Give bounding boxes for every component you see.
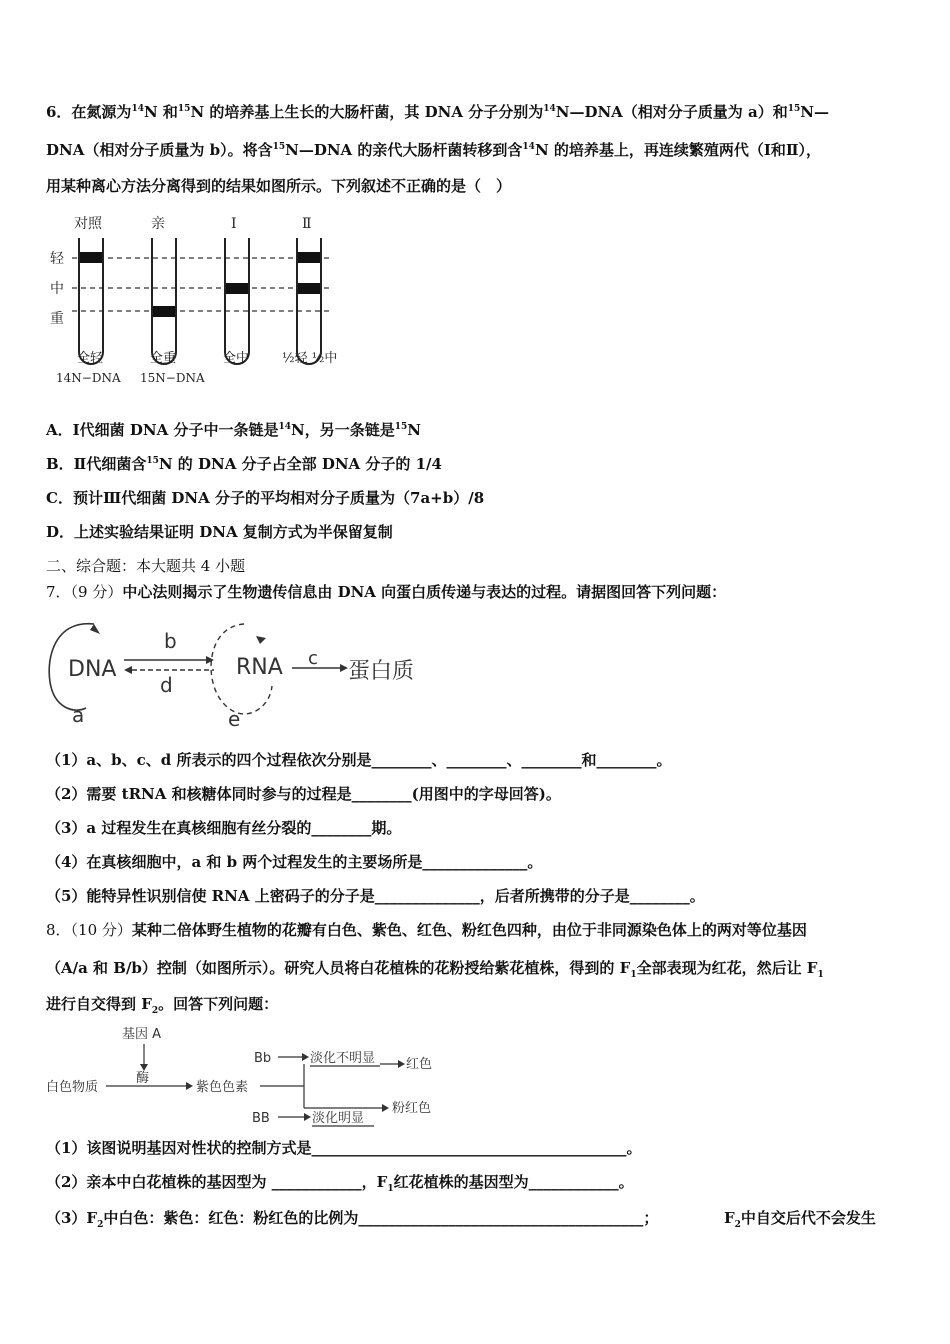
text: 某种二倍体野生植物的花瓣有白色、紫色、红色、粉红色四种，由位于非同源染色体上的两对等位基因: [131, 921, 807, 939]
band-parent-heavy: [153, 306, 175, 317]
translation-arrowhead: [340, 664, 348, 672]
reverse-transcription-arrowhead: [124, 666, 132, 674]
result-gen1: 全中: [223, 351, 250, 366]
text: 红花植株的基因型为____________。: [393, 1173, 634, 1191]
superscript: 14: [131, 104, 144, 114]
q8-part-2: [46, 1172, 634, 1192]
subscript: 1: [387, 1184, 394, 1194]
main-arrowhead: [186, 1082, 193, 1090]
label-a: a: [72, 703, 85, 727]
transcription-arrowhead: [206, 656, 214, 664]
red-arrowhead: [398, 1060, 405, 1068]
q6-option-a: [46, 420, 421, 440]
q7-part-2: （2）需要 tRNA 和核糖体同时参与的过程是________(用图中的字母回答)。: [46, 785, 561, 803]
superscript: 15: [787, 104, 801, 114]
strong-dilution: 淡化明显: [312, 1111, 365, 1126]
question-number: 7．: [46, 583, 71, 601]
label-heavy: 重: [50, 311, 64, 327]
text: N—DNA（相对分子质量为 a）和: [555, 103, 788, 121]
genotype-bb-het: Bb: [254, 1051, 272, 1066]
q6-line-3: 用某种离心方法分离得到的结果如图所示。下列叙述不正确的是（ ）: [46, 177, 512, 195]
text: 全部表现为红花，然后让 F: [636, 959, 818, 977]
text: （2）亲本中白花植株的基因型为 ____________，F: [46, 1173, 388, 1191]
protein-label: 蛋白质: [348, 659, 415, 684]
q8-line-3: [46, 994, 278, 1014]
points: （9 分）: [70, 583, 123, 601]
rna-replication-arrowhead: [256, 636, 266, 644]
text: （3）F: [46, 1209, 98, 1227]
text: N: [407, 421, 421, 439]
genotype-bb-hom: BB: [252, 1111, 270, 1126]
label-medium: 中: [50, 281, 64, 297]
result-parent: 全重: [150, 351, 177, 366]
text: 中白色：紫色：红色：粉红色的比例为______________________________________；: [103, 1209, 659, 1227]
q7-part-3: （3）a 过程发生在真核细胞有丝分裂的________期。: [46, 819, 402, 837]
dna-label: DNA: [68, 657, 117, 682]
subscript: 2: [151, 1006, 159, 1016]
result-control: 全轻: [77, 351, 104, 366]
subscript: 2: [734, 1220, 741, 1230]
text: N 的培养基上，再连续繁殖两代（Ⅰ和Ⅱ），: [534, 141, 822, 159]
red-color: 红色: [406, 1057, 433, 1072]
pink-color: 粉红色: [392, 1101, 432, 1116]
gene-a-label: 基因 A: [122, 1027, 162, 1042]
superscript: 14: [278, 422, 291, 432]
q7-part-1: （1）a、b、c、d 所表示的四个过程依次分别是________、________、________和________。: [46, 751, 672, 769]
purple-pigment: 紫色色素: [196, 1080, 249, 1095]
text: A．Ⅰ代细菌 DNA 分子中一条链是: [46, 421, 279, 439]
q7-intro: [46, 582, 726, 602]
central-dogma-figure: [46, 616, 446, 732]
tube-parent: [152, 238, 176, 364]
q7-part-4: （4）在真核细胞中，a 和 b 两个过程发生的主要场所是______________。: [46, 853, 543, 871]
centrifuge-figure: [44, 212, 364, 390]
q8-part-3: [46, 1208, 658, 1228]
result-gen2: ½轻 ½中: [282, 351, 338, 366]
text: N—: [800, 103, 829, 121]
band-gen2-light: [298, 252, 320, 263]
subscript: 2: [97, 1220, 104, 1230]
q6-line-1: [46, 102, 829, 122]
text: N—DNA 的亲代大肠杆菌转移到含: [285, 141, 523, 159]
text: 。回答下列问题：: [158, 995, 279, 1013]
q8-part-3-tail: [724, 1208, 876, 1228]
gene-arrowhead: [140, 1064, 148, 1071]
band-gen2-medium: [298, 283, 320, 294]
subscript: 1: [630, 970, 637, 980]
q8-line-2: [46, 958, 824, 978]
band-gen1-medium: [226, 283, 248, 294]
label-gen1: Ⅰ: [231, 216, 237, 232]
label-control: 对照: [74, 216, 102, 232]
superscript: 15: [394, 422, 408, 432]
label-e: e: [228, 707, 241, 731]
replication-arrowhead: [90, 624, 100, 634]
superscript: 15: [146, 456, 159, 466]
text: B．Ⅱ代细菌含: [46, 455, 147, 473]
text: N 的培养基上生长的大肠杆菌，其 DNA 分子分别为: [190, 103, 544, 121]
dna-label-14: 14N−DNA: [56, 371, 121, 385]
text: 进行自交得到 F: [46, 995, 152, 1013]
points: （10 分）: [70, 921, 132, 939]
rna-label: RNA: [236, 655, 283, 680]
label-parent: 亲: [151, 216, 165, 232]
pink-arrowhead: [382, 1104, 389, 1112]
label-c: c: [308, 648, 318, 669]
text: 中心法则揭示了生物遗传信息由 DNA 向蛋白质传递与表达的过程。请据图回答下列问题：: [122, 583, 727, 601]
label-light: 轻: [50, 251, 64, 267]
label-d: d: [160, 673, 173, 697]
question-number: 8．: [46, 921, 71, 939]
text: （A/a 和 B/b）控制（如图所示）。研究人员将白花植株的花粉授给紫花植株，得到的 F: [46, 959, 631, 977]
white-substance: 白色物质: [46, 1080, 99, 1095]
q6-option-c: C．预计Ⅲ代细菌 DNA 分子的平均相对分子质量为（7a+b）/8: [46, 489, 485, 507]
q6-line-2: [46, 140, 821, 160]
weak-dilution: 淡化不明显: [310, 1051, 376, 1066]
tube-gen1: [225, 238, 249, 364]
pigment-pathway-figure: [44, 1024, 464, 1128]
superscript: 14: [543, 104, 556, 114]
enzyme-label: 酶: [136, 1071, 150, 1086]
text: DNA（相对分子质量为 b）。将含: [46, 141, 273, 159]
q6-option-b: [46, 454, 442, 474]
superscript: 15: [272, 142, 286, 152]
q6-option-d: D．上述实验结果证明 DNA 复制方式为半保留复制: [46, 523, 393, 541]
text: F: [724, 1209, 735, 1227]
text: 中自交后代不会发生: [740, 1209, 876, 1227]
text: N 和: [143, 103, 178, 121]
section-heading: 二、综合题：本大题共 4 小题: [46, 557, 246, 575]
text: N 的 DNA 分子占全部 DNA 分子的 1/4: [158, 455, 442, 473]
label-b: b: [164, 629, 177, 653]
q8-line-1: [46, 920, 807, 940]
bb-het-arrowhead: [302, 1053, 309, 1061]
q7-part-5: （5）能特异性识别信使 RNA 上密码子的分子是______________，后者所携带的分子是________。: [46, 887, 705, 905]
bb-hom-arrowhead: [304, 1113, 311, 1121]
text: 6．在氮源为: [46, 103, 132, 121]
superscript: 14: [522, 142, 535, 152]
label-gen2: Ⅱ: [302, 216, 312, 232]
text: N，另一条链是: [291, 421, 395, 439]
band-control-light: [80, 252, 102, 263]
subscript: 1: [817, 970, 824, 980]
superscript: 15: [177, 104, 191, 114]
dna-label-15: 15N−DNA: [140, 371, 205, 385]
q8-part-1: （1）该图说明基因对性状的控制方式是__________________________________________。: [46, 1139, 642, 1157]
